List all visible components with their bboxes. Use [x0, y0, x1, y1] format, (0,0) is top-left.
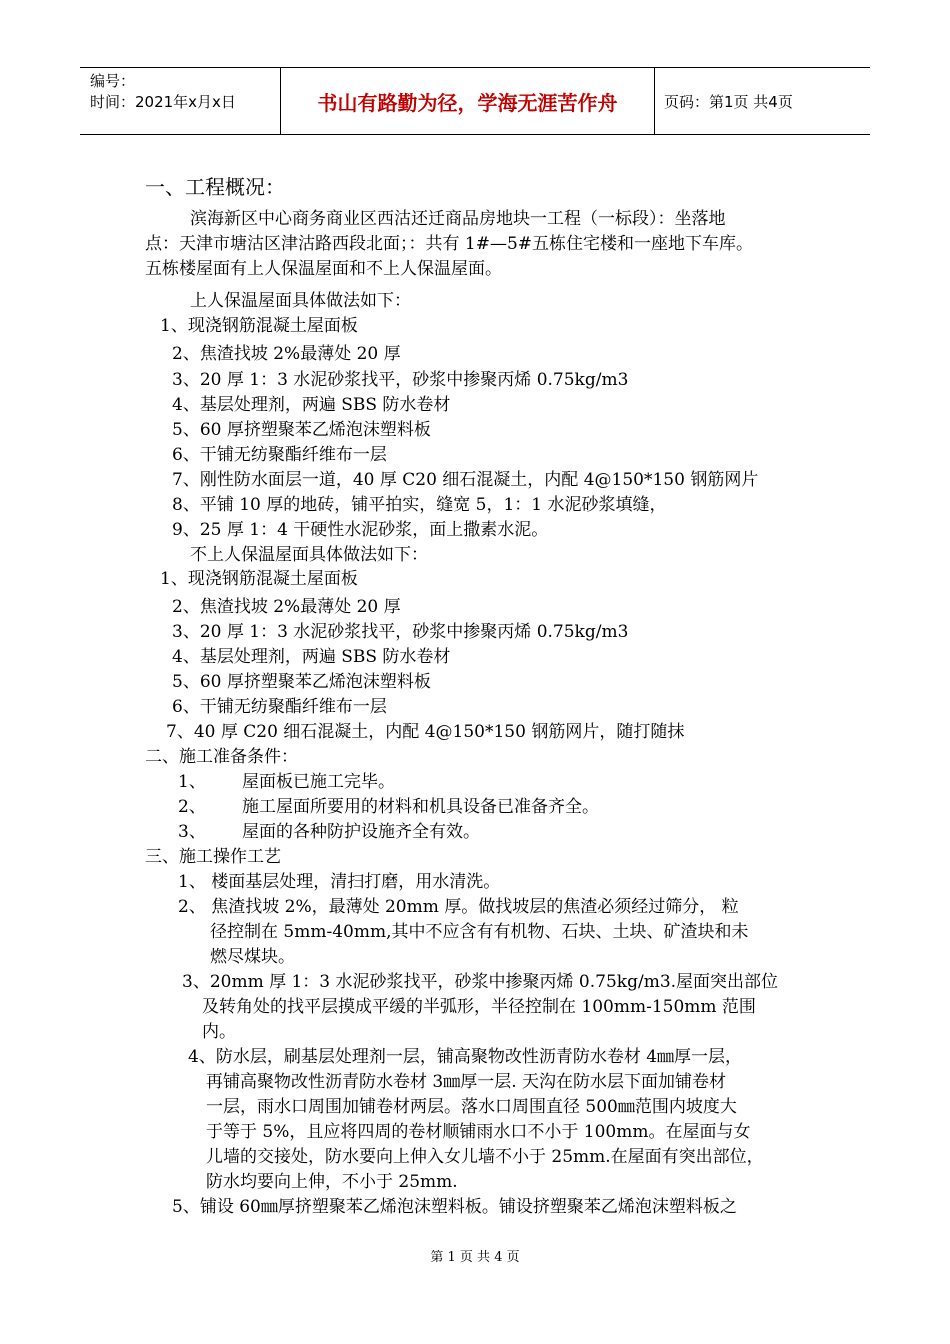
paragraph-line: 滨海新区中心商务商业区西沽还迁商品房地块一工程（一标段）：坐落地 [190, 209, 726, 229]
list-item: 4、基层处理剂，两遍 SBS 防水卷材 [172, 395, 451, 415]
process-step: 3、20mm 厚 1：3 水泥砂浆找平，砂浆中掺聚丙烯 0.75kg/m3.屋面突出部位 [182, 972, 779, 992]
page-footer: 第 1 页 共 4 页 [430, 1250, 520, 1265]
list-number: 1、 [178, 772, 206, 792]
list-item: 3、20 厚 1：3 水泥砂浆找平，砂浆中掺聚丙烯 0.75kg/m3 [172, 622, 629, 642]
header-meta [90, 71, 290, 113]
section-title: 一、工程概况： [145, 175, 285, 199]
list-item: 1、现浇钢筋混凝土屋面板 [160, 569, 358, 589]
subsection-title: 上人保温屋面具体做法如下： [190, 291, 411, 311]
process-step: 4、防水层，刷基层处理剂一层，铺高聚物改性沥青防水卷材 4㎜厚一层， [188, 1047, 743, 1067]
process-step-cont: 径控制在 5mm-40mm,其中不应含有有机物、石块、土块、矿渣块和未 [210, 922, 749, 942]
serial-label: 编号： [90, 72, 136, 90]
list-item: 3、20 厚 1：3 水泥砂浆找平，砂浆中掺聚丙烯 0.75kg/m3 [172, 370, 629, 390]
process-step: 5、铺设 60㎜厚挤塑聚苯乙烯泡沫塑料板。铺设挤塑聚苯乙烯泡沫塑料板之 [172, 1197, 737, 1217]
process-step-cont: 燃尽煤块。 [210, 947, 295, 967]
process-step: 1、 楼面基层处理，清扫打磨，用水清洗。 [178, 872, 501, 892]
list-item: 6、干铺无纺聚酯纤维布一层 [172, 697, 387, 717]
header-motto: 书山有路勤为径，学海无涯苦作舟 [317, 90, 618, 115]
process-step-cont: 再铺高聚物改性沥青防水卷材 3㎜厚一层. 天沟在防水层下面加铺卷材 [206, 1072, 727, 1092]
list-item: 8、平铺 10 厚的地砖，铺平拍实，缝宽 5，1：1 水泥砂浆填缝， [172, 495, 667, 515]
list-item: 7、刚性防水面层一道，40 厚 C20 细石混凝土，内配 4@150*150 钢筋网片 [172, 470, 759, 490]
list-item: 5、60 厚挤塑聚苯乙烯泡沫塑料板 [172, 420, 431, 440]
list-item: 1、现浇钢筋混凝土屋面板 [160, 316, 358, 336]
process-step-cont: 及转角处的找平层摸成平缓的半弧形，半径控制在 100mm-150mm 范围 [202, 997, 756, 1017]
list-item: 9、25 厚 1：4 干硬性水泥砂浆，面上撒素水泥。 [172, 520, 549, 540]
list-item [178, 820, 480, 844]
subsection-title: 不上人保温屋面具体做法如下： [190, 545, 428, 565]
list-item: 5、60 厚挤塑聚苯乙烯泡沫塑料板 [172, 672, 431, 692]
list-item: 2、焦渣找坡 2%最薄处 20 厚 [172, 597, 401, 617]
list-item: 7、40 厚 C20 细石混凝土，内配 4@150*150 钢筋网片，随打随抹 [166, 722, 685, 742]
process-step: 2、 焦渣找坡 2%，最薄处 20mm 厚。做找坡层的焦渣必须经过筛分， 粒 [178, 897, 739, 917]
date-label: 时间：2021年x月x日 [90, 93, 236, 111]
list-number: 3、 [178, 822, 206, 842]
list-item: 4、基层处理剂，两遍 SBS 防水卷材 [172, 647, 451, 667]
process-step-cont: 儿墙的交接处，防水要向上伸入女儿墙不小于 25mm.在屋面有突出部位， [206, 1147, 764, 1167]
list-item [178, 795, 599, 819]
paragraph-line: 五栋楼屋面有上人保温屋面和不上人保温屋面。 [145, 259, 502, 279]
list-number: 2、 [178, 797, 206, 817]
list-item [178, 770, 395, 794]
list-text: 屋面板已施工完毕。 [242, 772, 395, 792]
list-text: 屋面的各种防护设施齐全有效。 [242, 822, 480, 842]
list-item: 6、干铺无纺聚酯纤维布一层 [172, 445, 387, 465]
process-step-cont: 内。 [202, 1022, 236, 1042]
section-title: 二、施工准备条件： [145, 747, 298, 767]
process-step-cont: 于等于 5%，且应将四周的卷材顺铺雨水口不小于 100mm。在屋面与女 [206, 1122, 751, 1142]
paragraph-line: 点：天津市塘沽区津沽路西段北面；：共有 1#—5#五栋住宅楼和一座地下车库。 [145, 234, 754, 254]
process-step-cont: 防水均要向上伸，不小于 25mm. [206, 1172, 458, 1192]
process-step-cont: 一层，雨水口周围加铺卷材两层。落水口周围直径 500㎜范围内坡度大 [206, 1097, 737, 1117]
page-header [80, 67, 870, 135]
list-item: 2、焦渣找坡 2%最薄处 20 厚 [172, 344, 401, 364]
header-page-number: 页码：第1页 共4页 [664, 92, 793, 111]
section-title: 三、施工操作工艺 [145, 847, 281, 867]
header-divider [654, 68, 655, 134]
list-text: 施工屋面所要用的材料和机具设备已准备齐全。 [242, 797, 599, 817]
